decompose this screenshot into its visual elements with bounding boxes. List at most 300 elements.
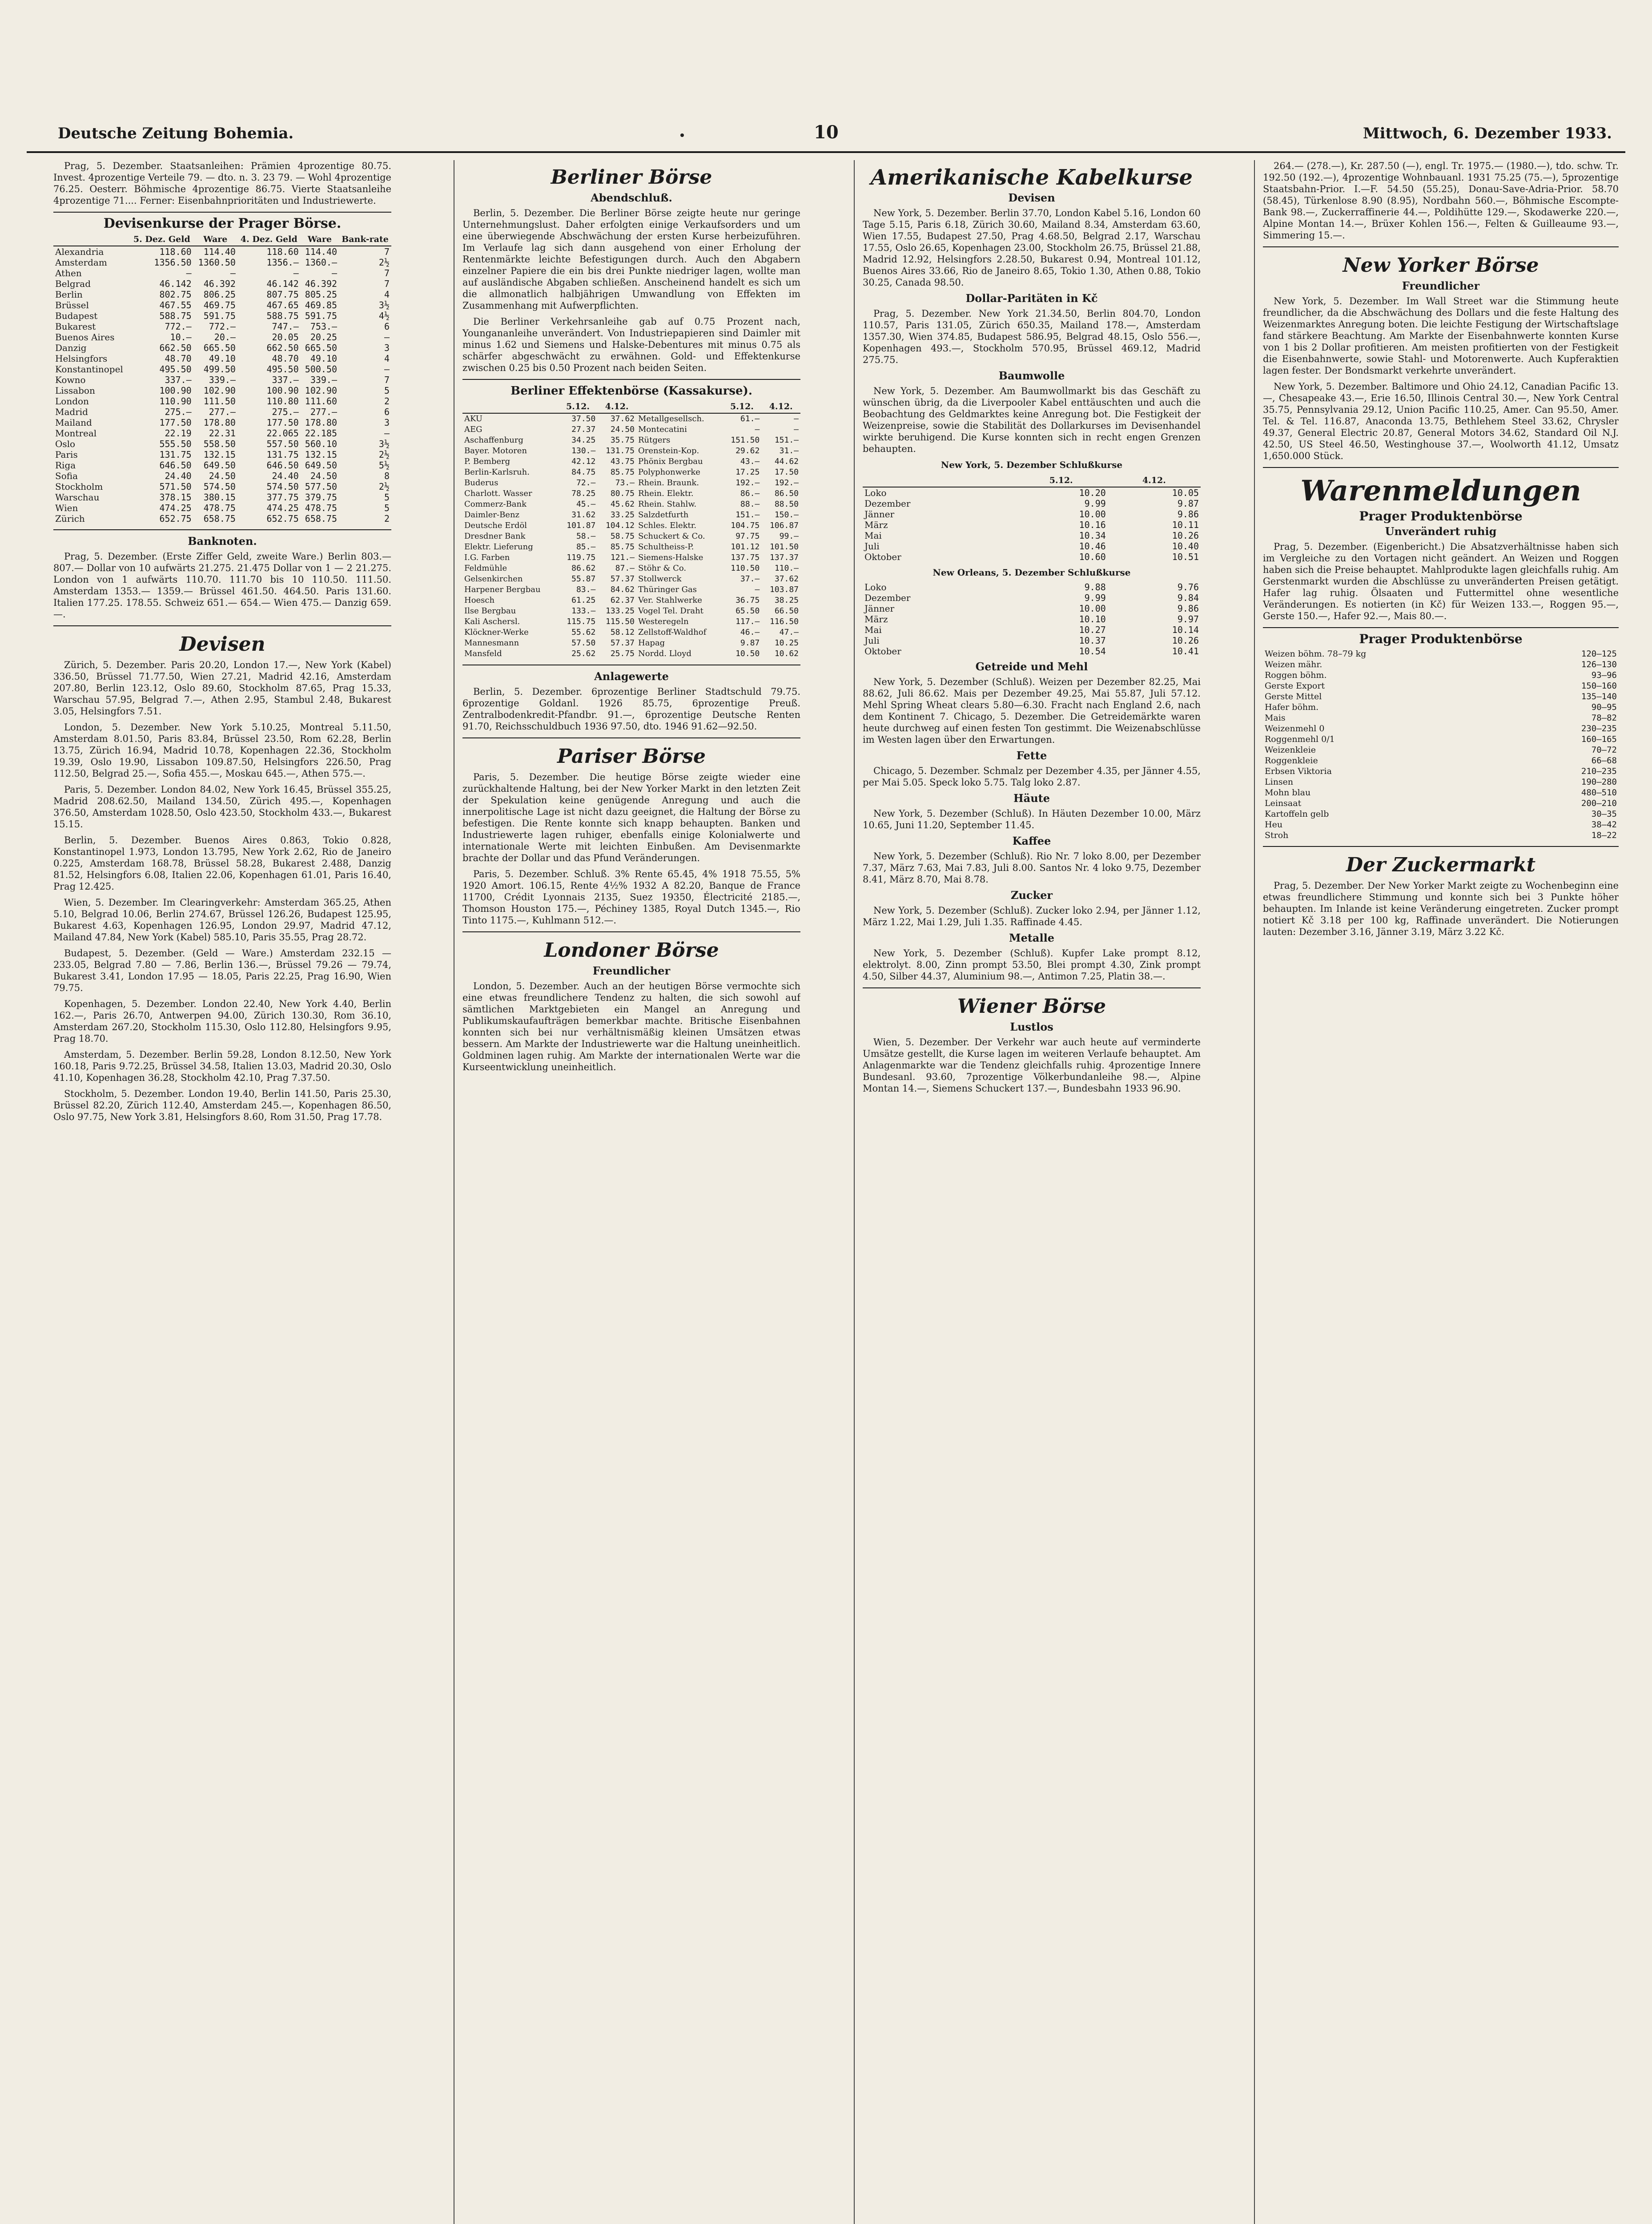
divider xyxy=(1263,846,1619,847)
table-cell: 337.— xyxy=(272,375,299,385)
table-cell: 114.40 xyxy=(305,246,338,257)
table-cell: 45.— xyxy=(576,500,596,509)
table-cell: 1360.50 xyxy=(198,257,236,268)
table-row xyxy=(53,428,391,439)
table-row xyxy=(53,289,391,300)
table-cell: 48.70 xyxy=(272,353,299,364)
table-cell: 17.50 xyxy=(774,467,799,477)
table-cell: Feldmühle xyxy=(464,564,507,573)
table-cell: Orenstein-Kop. xyxy=(638,446,699,455)
prager-produktenboerse-prices-title: Prager Produktenbörse xyxy=(1359,632,1523,646)
table-cell: 665.50 xyxy=(203,342,236,353)
table-cell: 72.— xyxy=(576,478,596,488)
table-cell: 571.50 xyxy=(159,481,192,492)
table-cell: 97.75 xyxy=(736,532,760,541)
table-cell: 49.10 xyxy=(310,353,338,364)
table-cell: 115.75 xyxy=(567,617,596,626)
continued-quotes: 264.— (278.—), Kr. 287.50 (—), engl. Tr. 1975.— (1980.—), tdo. schw. Tr. 192.50 (192.—), 4prozentige Wohnbauanl. 1931 75.25 (75.—), 5prozentige Staatsbahn-Prior. I.—F. 54.50 (55.25), Donau-Save-Adria-Prior. 58.70 (58.45), Türkenlose 8.90 (8.95), Nordbahn 560.—, Böhmische Escompte-Bank 98.—, Zuckerraffinerie 44.—, Poldihütte 129.—, Skodawerke 220.—, Alpine Montan 14.—, Brüxer Kohlen 156.—, Felten & Guilleaume 93.—, Simmering 15.—. xyxy=(1263,161,1619,241)
table-cell: 133.25 xyxy=(605,606,635,616)
table-cell: 110.50 xyxy=(731,564,760,573)
kaffee-title: Kaffee xyxy=(1012,834,1051,847)
divider xyxy=(1263,246,1619,247)
table-cell: 1360.— xyxy=(305,257,338,268)
table-cell: 379.75 xyxy=(305,492,338,503)
page-number: 10 xyxy=(814,122,839,143)
table-row xyxy=(863,614,1201,624)
berliner-boerse-report-2: Die Berliner Verkehrsanleihe gab auf 0.75 Prozent nach, Youngananleihe unverändert. Von Industriepapieren sind Daimler mit minus 1.62 und Siemens und Halske-Debentures mit minus 0.75 als schärfer abgeschwächt zu erwähnen. Gold- und Effektenkurse zwischen 0.25 bis 0.50 Prozent nach beiden Seiten. xyxy=(462,316,800,373)
table-cell: 2 xyxy=(384,513,390,524)
table-row xyxy=(462,456,800,467)
table-cell: Deutsche Erdöl xyxy=(464,521,527,530)
table-cell: Mai xyxy=(864,530,882,541)
table-cell: 4 xyxy=(384,353,390,364)
wiener-boerse-report: Wien, 5. Dezember. Der Verkehr war auch heute auf verminderte Umsätze gestellt, die Kurse lagen im weiteren Verlaufe behauptet. Am Anlagenmarkte war die Tendenz gleichfalls ruhig. 4prozentige Innere Bundesanl. 93.60, 7prozentige Völkerbundanleihe 98.—, Alpine Montan 14.—, Siemens Schuckert 137.—, Bundesbahn 1933 96.90. xyxy=(863,1037,1201,1094)
kabelkurse-devisen-title: Devisen xyxy=(1008,191,1055,204)
table-cell: P. Bemberg xyxy=(464,457,510,466)
table-cell: 57.37 xyxy=(610,574,635,584)
table-cell: 57.50 xyxy=(571,638,596,648)
table-cell: 73.— xyxy=(615,478,635,488)
pariser-boerse-title: Pariser Börse xyxy=(557,745,706,768)
table-cell: 31.— xyxy=(779,446,799,455)
column-header xyxy=(636,400,723,413)
table-cell: 9.86 xyxy=(1177,603,1199,614)
table-row xyxy=(462,435,800,446)
table-cell: Schles. Elektr. xyxy=(638,521,697,530)
table-row xyxy=(1263,649,1619,659)
table-cell: 10.20 xyxy=(1079,488,1106,498)
table-cell: 86.— xyxy=(740,489,760,498)
table-cell: 85.75 xyxy=(610,467,635,477)
table-cell: 31.62 xyxy=(571,510,596,520)
table-cell: Salzdetfurth xyxy=(638,510,689,520)
table-cell: Oktober xyxy=(864,646,901,657)
table-cell: Buderus xyxy=(464,478,498,488)
table-row xyxy=(53,471,391,481)
table-cell: Berlin-Karlsruh. xyxy=(464,467,530,477)
table-row xyxy=(462,649,800,659)
table-cell: 20.— xyxy=(214,332,236,342)
table-cell: 3 xyxy=(384,342,390,353)
table-cell: 277.— xyxy=(310,407,338,417)
table-cell: 101.87 xyxy=(567,521,596,530)
table-cell: 37.— xyxy=(740,574,760,584)
table-row xyxy=(1263,798,1619,809)
newspaper-name: Deutsche Zeitung Bohemia. xyxy=(58,125,294,142)
column-header: 5.12. xyxy=(1015,474,1108,487)
table-cell: 61.— xyxy=(740,414,760,423)
table-cell: 102.90 xyxy=(203,385,236,396)
table-row xyxy=(1263,777,1619,787)
table-cell: Wien xyxy=(55,503,78,513)
table-cell: Montecatini xyxy=(638,425,687,434)
table-cell: Harpener Bergbau xyxy=(464,585,541,594)
baumwolle-title: Baumwolle xyxy=(998,369,1065,382)
table-cell: Helsingfors xyxy=(55,353,108,364)
table-cell: 37.62 xyxy=(610,414,635,423)
devisen-zuerich: Zürich, 5. Dezember. Paris 20.20, London 17.—, New York (Kabel) 336.50, Brüssel 71.77.50, Wien 27.21, Madrid 42.16, Amsterdam 207.80, Berlin 123.12, Oslo 89.60, Stockholm 87.65, Prag 15.33, Warschau 57.95, Belgrad 7.—, Athen 2.95, Stambul 2.48, Bukarest 3.05, Helsingfors 7.51. xyxy=(53,660,391,717)
table-cell: Roggenkleie xyxy=(1265,756,1318,766)
table-cell: 88.— xyxy=(740,500,760,509)
table-cell: Brüssel xyxy=(55,300,89,310)
devisen-kopenhagen: Kopenhagen, 5. Dezember. London 22.40, New York 4.40, Berlin 162.—, Paris 26.70, Antwerpen 94.00, Zürich 130.30, Rom 36.10, Amsterdam 267.20, Stockholm 115.30, Oslo 112.80, Helsingfors 9.95, Prag 18.70. xyxy=(53,999,391,1044)
table-cell: Warschau xyxy=(55,492,100,503)
table-cell: 588.75 xyxy=(266,310,299,321)
table-cell: 806.25 xyxy=(203,289,236,300)
table-cell: 9.86 xyxy=(1177,509,1199,520)
table-cell: 131.75 xyxy=(605,446,635,455)
table-cell: 58.— xyxy=(576,532,596,541)
table-cell: 47.— xyxy=(779,628,799,637)
table-cell: 9.84 xyxy=(1177,592,1199,603)
table-cell: 10.25 xyxy=(774,638,799,648)
table-cell: Nordd. Lloyd xyxy=(638,649,691,658)
dollar-paritaeten: Prag, 5. Dezember. New York 21.34.50, Berlin 804.70, London 110.57, Paris 131.05, Zürich 650.35, Mailand 178.—, Amsterdam 1357.30, Wien 374.85, Budapest 586.95, Belgrad 48.15, Oslo 556.—, Kopenhagen 493.—, Stockholm 570.95, Brüssel 469.12, Madrid 275.75. xyxy=(863,308,1201,365)
table-cell: Belgrad xyxy=(55,278,91,289)
table-row xyxy=(462,520,800,531)
table-cell: 474.25 xyxy=(266,503,299,513)
table-cell: — xyxy=(794,414,799,423)
issue-date: Mittwoch, 6. Dezember 1933. xyxy=(1363,125,1612,142)
prager-produktenboerse-report: Prag, 5. Dezember. (Eigenbericht.) Die Absatzverhältnisse haben sich im Vergleiche zu den Vortagen nicht geändert. An Weizen und Roggen haben sich die Preise behauptet. Mahlprodukte lagen gleichfalls ruhig. Am Gerstenmarkt wurden die Abschlüsse zu unveränderten Preisen getätigt. Hafer lag ruhig. Ölsaaten und Futtermittel ohne wesentliche Veränderungen. Es notierten (in Kč) für Weizen 133.—, Roggen 95.—, Gerste 150.—, Hafer 92.—, Mais 80.—. xyxy=(1263,541,1619,621)
table-cell: Konstantinopel xyxy=(55,364,123,375)
kabelkurse-devisen: New York, 5. Dezember. Berlin 37.70, London Kabel 5.16, London 60 Tage 5.15, Paris 6.18, Zürich 30.60, Mailand 8.34, Amsterdam 63.60, Wien 17.55, Budapest 27.50, Prag 4.68.50, Belgrad 2.17, Warschau 17.55, Oslo 26.65, Kopenhagen 23.00, Stockholm 26.75, Brüssel 21.88, Madrid 12.92, Helsingfors 2.28.50, Bukarest 0.94, Montreal 101.12, Buenos Aires 33.66, Rio de Janeiro 8.65, Tokio 1.30, Athen 0.88, Tokio 30.25, Canada 98.50. xyxy=(863,208,1201,288)
table-header xyxy=(863,474,1201,487)
table-cell: 49.10 xyxy=(209,353,236,364)
table-cell: 467.65 xyxy=(266,300,299,310)
table-cell: Berlin xyxy=(55,289,83,300)
table-cell: Juli xyxy=(864,635,880,646)
table-cell: Rhein. Braunk. xyxy=(638,478,699,488)
table-cell: 10.34 xyxy=(1079,530,1106,541)
haeute-title: Häute xyxy=(1013,792,1050,805)
table-cell: 102.90 xyxy=(305,385,338,396)
table-row xyxy=(53,439,391,449)
table-cell: 42.12 xyxy=(571,457,596,466)
masthead xyxy=(27,120,1625,153)
table-cell: 70—72 xyxy=(1591,745,1617,755)
table-row xyxy=(53,364,391,375)
table-cell: Mai xyxy=(864,624,882,635)
table-cell: 24.50 xyxy=(209,471,236,481)
londoner-boerse-report: London, 5. Dezember. Auch an der heutigen Börse vermochte sich eine etwas freundlichere Tendenz zu halten, die sich sowohl auf sämtlichen Marktgebieten ein Mangel an Anregung und Publikumskaufaufträgen bemerkbar machte. Britische Eisenbahnen konnten sich bei nur verhältnismäßig kleinen Umsätzen etwas bessern. Am Markte der Industriewerte war die Haltung uneinheitlich. Goldminen lagen ruhig. Am Markte der internationalen Werte war die Kurseentwicklung uneinheitlich. xyxy=(462,981,800,1072)
table-cell: Mais xyxy=(1265,713,1286,723)
table-cell: 646.50 xyxy=(266,460,299,471)
table-header xyxy=(53,233,391,246)
table-cell: 151.— xyxy=(774,435,799,445)
table-cell: Paris xyxy=(55,449,78,460)
table-cell: Erbsen Viktoria xyxy=(1265,766,1332,776)
table-cell: 135—140 xyxy=(1581,692,1617,701)
table-cell: 10.27 xyxy=(1079,624,1106,635)
table-cell: 131.75 xyxy=(159,449,192,460)
metalle-report: New York, 5. Dezember (Schluß). Kupfer Lake prompt 8.12, elektrolyt. 8.00, Zinn prompt 53.50, Blei prompt 4.30, Zink prompt 4.50, Silber 44.37, Aluminium 98.—, Antimon 7.25, Platin 38.—. xyxy=(863,948,1201,982)
table-cell: 7 xyxy=(384,278,390,289)
table-cell: AEG xyxy=(464,425,482,434)
column-header xyxy=(462,400,559,413)
table-cell: 66—68 xyxy=(1591,756,1617,766)
table-cell: 43.75 xyxy=(610,457,635,466)
zuckermarkt-title: Der Zuckermarkt xyxy=(1346,854,1536,876)
table-cell: 5 xyxy=(384,503,390,513)
table-body xyxy=(462,413,800,659)
table-cell: 46.392 xyxy=(305,278,338,289)
table-cell: 5½ xyxy=(378,460,390,471)
table-cell: 807.75 xyxy=(266,289,299,300)
table-cell: 753.— xyxy=(310,321,338,332)
column-header: 5.12. xyxy=(723,400,762,413)
table-cell: 78—82 xyxy=(1591,713,1617,723)
londoner-boerse-subtitle: Freundlicher xyxy=(592,964,671,977)
table-cell: 130.— xyxy=(571,446,596,455)
table-cell: 467.55 xyxy=(159,300,192,310)
table-cell: 30—35 xyxy=(1591,809,1617,819)
column-2 xyxy=(454,160,800,2224)
table-cell: 37.50 xyxy=(571,414,596,423)
prager-devisen-title: Devisenkurse der Prager Börse. xyxy=(103,216,342,231)
table-row xyxy=(53,353,391,364)
table-row xyxy=(1263,809,1619,819)
table-cell: 35.75 xyxy=(610,435,635,445)
table-cell: 2 xyxy=(384,396,390,407)
table-cell: 150.— xyxy=(774,510,799,520)
table-cell: 104.12 xyxy=(605,521,635,530)
table-cell: 9.99 xyxy=(1084,592,1106,603)
table-row xyxy=(462,467,800,478)
devisen-london: London, 5. Dezember. New York 5.10.25, Montreal 5.11.50, Amsterdam 8.01.50, Paris 83.84, Brüssel 23.50, Rom 62.28, Berlin 13.75, Zürich 16.94, Madrid 10.78, Kopenhagen 22.36, Stockholm 19.39, Oslo 19.90, Lissabon 109.87.50, Helsingfors 226.50, Prag 112.50, Belgrad 25.—, Sofia 455.—, Moskau 645.—, Athen 575.—. xyxy=(53,722,391,779)
table-cell: 3½ xyxy=(378,300,390,310)
table-cell: Loko xyxy=(864,488,887,498)
table-cell: Riga xyxy=(55,460,76,471)
table-row xyxy=(462,606,800,616)
table-row xyxy=(863,582,1201,592)
table-cell: Mannesmann xyxy=(464,638,519,648)
table-cell: 33.25 xyxy=(610,510,635,520)
new-yorker-boerse-list: New York, 5. Dezember. Baltimore und Ohio 24.12, Canadian Pacific 13.—, Chesapeake 43.—, Erie 16.50, Illinois Central 30.—, New York Central 35.75, Pennsylvania 29.12, Union Pacific 110.25, Amer. Can 95.50, Amer. Tel. & Tel. 116.87, Anaconda 13.75, Bethlehem Steel 33.62, Chrysler 49.37, General Electric 20.87, General Motors 34.62, Standard Oil N.J. 42.50, US Steel 46.50, Westinghouse 37.—, Woolworth 41.12, Umsatz 1,650.000 Stück. xyxy=(1263,381,1619,461)
divider xyxy=(462,931,800,932)
table-cell: I.G. Farben xyxy=(464,553,510,562)
table-cell: 1356.— xyxy=(266,257,299,268)
table-cell: Danzig xyxy=(55,342,87,353)
column-1 xyxy=(53,160,391,2224)
table-cell: 111.60 xyxy=(305,396,338,407)
effektenboerse-table xyxy=(462,400,800,659)
table-cell: 190—280 xyxy=(1581,777,1617,787)
table-cell: 10.16 xyxy=(1079,520,1106,530)
divider xyxy=(462,379,800,380)
table-row xyxy=(462,616,800,627)
table-cell: 469.85 xyxy=(305,300,338,310)
table-cell: 133.— xyxy=(571,606,596,616)
pariser-boerse-list: Paris, 5. Dezember. Schluß. 3% Rente 65.45, 4% 1918 75.55, 5% 1920 Amort. 106.15, Rente 4½% 1932 A 82.20, Banque de France 11700, Crédit Lyonnais 2135, Suez 19350, Électricité 2185.—, Thomson Houston 175.—, Péchiney 1385, Royal Dutch 1345.—, Rio Tinto 1175.—, Kuhlmann 512.—. xyxy=(462,869,800,926)
table-row xyxy=(1263,734,1619,745)
table-cell: 10.40 xyxy=(1172,541,1199,552)
table-cell: 10.26 xyxy=(1172,635,1199,646)
table-cell: Buenos Aires xyxy=(55,332,115,342)
table-cell: — xyxy=(293,268,299,278)
table-cell: 7 xyxy=(384,268,390,278)
table-cell: 378.15 xyxy=(159,492,192,503)
table-cell: Bayer. Motoren xyxy=(464,446,527,455)
table-row xyxy=(462,510,800,520)
table-cell: Bukarest xyxy=(55,321,96,332)
table-cell: 17.25 xyxy=(736,467,760,477)
table-cell: Thüringer Gas xyxy=(638,585,697,594)
table-row xyxy=(53,503,391,513)
new-yorker-boerse-title: New Yorker Börse xyxy=(1343,254,1539,277)
table-cell: Mohn blau xyxy=(1265,788,1311,798)
table-cell: 46.142 xyxy=(159,278,192,289)
wiener-boerse-subtitle: Lustlos xyxy=(1010,1020,1053,1033)
table-cell: 24.50 xyxy=(310,471,338,481)
table-cell: Alexandria xyxy=(55,246,104,257)
table-row xyxy=(863,552,1201,562)
table-cell: — xyxy=(384,428,390,439)
table-cell: 62.37 xyxy=(610,596,635,605)
divider xyxy=(53,625,391,626)
table-cell: 658.75 xyxy=(203,513,236,524)
table-cell: 469.75 xyxy=(203,300,236,310)
table-cell: — xyxy=(186,268,192,278)
table-cell: 588.75 xyxy=(159,310,192,321)
table-cell: 111.50 xyxy=(203,396,236,407)
getreide-report: New York, 5. Dezember (Schluß). Weizen per Dezember 82.25, Mai 88.62, Juli 86.62. Mais per Dezember 49.25, Mai 55.87, Juli 57.12. Mehl Spring Wheat clears 5.80—6.30. Fracht nach England 2.6, nach dem Kontinent 7. Chicago, 5. Dezember. Die Getreidemärkte waren heute durchweg auf einen festen Ton gestimmt. Die Weizenabschlüsse im Westen lagen über den Erwartungen. xyxy=(863,677,1201,745)
table-cell: 772.— xyxy=(165,321,192,332)
table-cell: 805.25 xyxy=(305,289,338,300)
baumwolle-report: New York, 5. Dezember. Am Baumwollmarkt bis das Geschäft zu wünschen übrig, da die Liverpooler Kabel enttäuschten und auch die Beobachtung des Geldmarktes keine Anregung bot. Die Festigkeit der Weizenpreise, sowie die Stabilität des Dollarkurses im Devisenhandel wirkte beruhigend. Die Kurse konnten sich in recht engen Grenzen behaupten. xyxy=(863,386,1201,454)
divider xyxy=(1263,627,1619,628)
table-cell: 192.— xyxy=(736,478,760,488)
table-cell: 101.12 xyxy=(731,542,760,552)
table-row xyxy=(1263,670,1619,681)
table-cell: London xyxy=(55,396,89,407)
cotton-no-title: New Orleans, 5. Dezember Schlußkurse xyxy=(933,567,1131,578)
table-row xyxy=(53,460,391,471)
table-row xyxy=(53,417,391,428)
table-cell: 22.065 xyxy=(266,428,299,439)
table-row xyxy=(462,595,800,606)
table-row xyxy=(53,513,391,524)
table-row xyxy=(863,646,1201,657)
table-cell: Weizenmehl 0 xyxy=(1265,724,1325,733)
cotton-no-table xyxy=(863,582,1201,657)
table-cell: 9.87 xyxy=(1177,498,1199,509)
table-row xyxy=(462,542,800,552)
devisen-title: Devisen xyxy=(179,633,265,656)
table-row xyxy=(863,592,1201,603)
table-row xyxy=(462,478,800,488)
table-cell: März xyxy=(864,520,888,530)
divider xyxy=(53,212,391,213)
table-cell: 104.75 xyxy=(731,521,760,530)
table-cell: 100.90 xyxy=(266,385,299,396)
table-row xyxy=(1263,819,1619,830)
kaffee-report: New York, 5. Dezember (Schluß). Rio Nr. 7 loko 8.00, per Dezember 7.37, März 7.63, Mai 7.83, Juli 8.00. Santos Nr. 4 loko 9.75, Dezember 8.41, März 8.70, Mai 8.78. xyxy=(863,851,1201,885)
table-cell: 10.51 xyxy=(1172,552,1199,562)
table-cell: Stockholm xyxy=(55,481,103,492)
table-cell: 10.46 xyxy=(1079,541,1106,552)
staatsanleihen-paragraph: Prag, 5. Dezember. Staatsanleihen: Prämien 4prozentige 80.75. Invest. 4prozentige Verteile 79. — dto. n. 3. 23 79. — Wohl 4prozentige 76.25. Oesterr. Böhmische 4prozentige 86.75. Vierte Staatsanleihe 4prozentige 71.... Ferner: Eisenbahnprioritäten und Industriewerte. xyxy=(53,161,391,206)
table-cell: Hoesch xyxy=(464,596,495,605)
table-cell: Polyphonwerke xyxy=(638,467,700,477)
table-cell: Schuckert & Co. xyxy=(638,532,705,541)
table-cell: Oktober xyxy=(864,552,901,562)
table-row xyxy=(53,321,391,332)
table-cell: 10.26 xyxy=(1172,530,1199,541)
table-cell: 88.50 xyxy=(774,500,799,509)
table-row xyxy=(462,531,800,542)
table-cell: Daimler-Benz xyxy=(464,510,520,520)
table-cell: Stollwerck xyxy=(638,574,682,584)
table-cell: Madrid xyxy=(55,407,88,417)
table-cell: Zürich xyxy=(55,513,85,524)
table-cell: 1356.50 xyxy=(154,257,192,268)
table-cell: 495.50 xyxy=(159,364,192,375)
table-cell: 178.80 xyxy=(305,417,338,428)
table-cell: 78.25 xyxy=(571,489,596,498)
table-cell: 120—125 xyxy=(1581,649,1617,659)
table-cell: 18—22 xyxy=(1591,830,1617,840)
table-cell: 103.87 xyxy=(769,585,799,594)
table-row xyxy=(462,627,800,638)
table-cell: 560.10 xyxy=(305,439,338,449)
table-cell: 9.87 xyxy=(740,638,760,648)
fette-report: Chicago, 5. Dezember. Schmalz per Dezember 4.35, per Jänner 4.55, per Mai 5.05. Speck loko 5.75. Talg loko 2.87. xyxy=(863,766,1201,788)
table-cell: 38—42 xyxy=(1591,820,1617,830)
table-cell: 192.— xyxy=(774,478,799,488)
table-cell: Roggen böhm. xyxy=(1265,670,1327,680)
devisen-amsterdam: Amsterdam, 5. Dezember. Berlin 59.28, London 8.12.50, New York 160.18, Paris 9.72.25, Brüssel 34.58, Italien 13.03, Madrid 20.30, Oslo 41.10, Kopenhagen 36.28, Stockholm 42.10, Prag 7.37.50. xyxy=(53,1049,391,1083)
table-cell: 275.— xyxy=(272,407,299,417)
table-cell: 119.75 xyxy=(567,553,596,562)
table-row xyxy=(53,278,391,289)
table-row xyxy=(863,520,1201,530)
table-cell: 2½ xyxy=(378,481,390,492)
table-cell: 118.60 xyxy=(266,246,299,257)
table-cell: 46.142 xyxy=(266,278,299,289)
divider xyxy=(1263,467,1619,468)
column-header: Ware xyxy=(193,233,237,246)
table-cell: 34.25 xyxy=(571,435,596,445)
column-header: 5.12. xyxy=(559,400,598,413)
dollar-paritaeten-title: Dollar-Paritäten in Kč xyxy=(965,292,1098,305)
table-row xyxy=(53,396,391,407)
prager-produktenboerse-subtitle: Unverändert ruhig xyxy=(1385,525,1497,538)
table-cell: 22.31 xyxy=(209,428,236,439)
table-cell: 58.75 xyxy=(610,532,635,541)
table-cell: Dezember xyxy=(864,498,911,509)
table-cell: Elektr. Lieferung xyxy=(464,542,533,552)
table-cell: 46.392 xyxy=(203,278,236,289)
table-cell: 27.37 xyxy=(571,425,596,434)
table-cell: Weizenkleie xyxy=(1265,745,1316,755)
table-cell: 117.— xyxy=(736,617,760,626)
table-cell: 7 xyxy=(384,246,390,257)
table-cell: 24.50 xyxy=(610,425,635,434)
table-row xyxy=(462,488,800,499)
table-cell: 10.41 xyxy=(1172,646,1199,657)
table-cell: Zellstoff-Waldhof xyxy=(638,628,707,637)
divider xyxy=(53,529,391,530)
table-cell: 5 xyxy=(384,492,390,503)
column-header: 4.12. xyxy=(761,400,800,413)
table-cell: 10.00 xyxy=(1079,509,1106,520)
table-cell: 86.50 xyxy=(774,489,799,498)
column-header: 4.12. xyxy=(1108,474,1201,487)
table-cell: Jänner xyxy=(864,509,895,520)
table-cell: 747.— xyxy=(272,321,299,332)
table-cell: 177.50 xyxy=(159,417,192,428)
